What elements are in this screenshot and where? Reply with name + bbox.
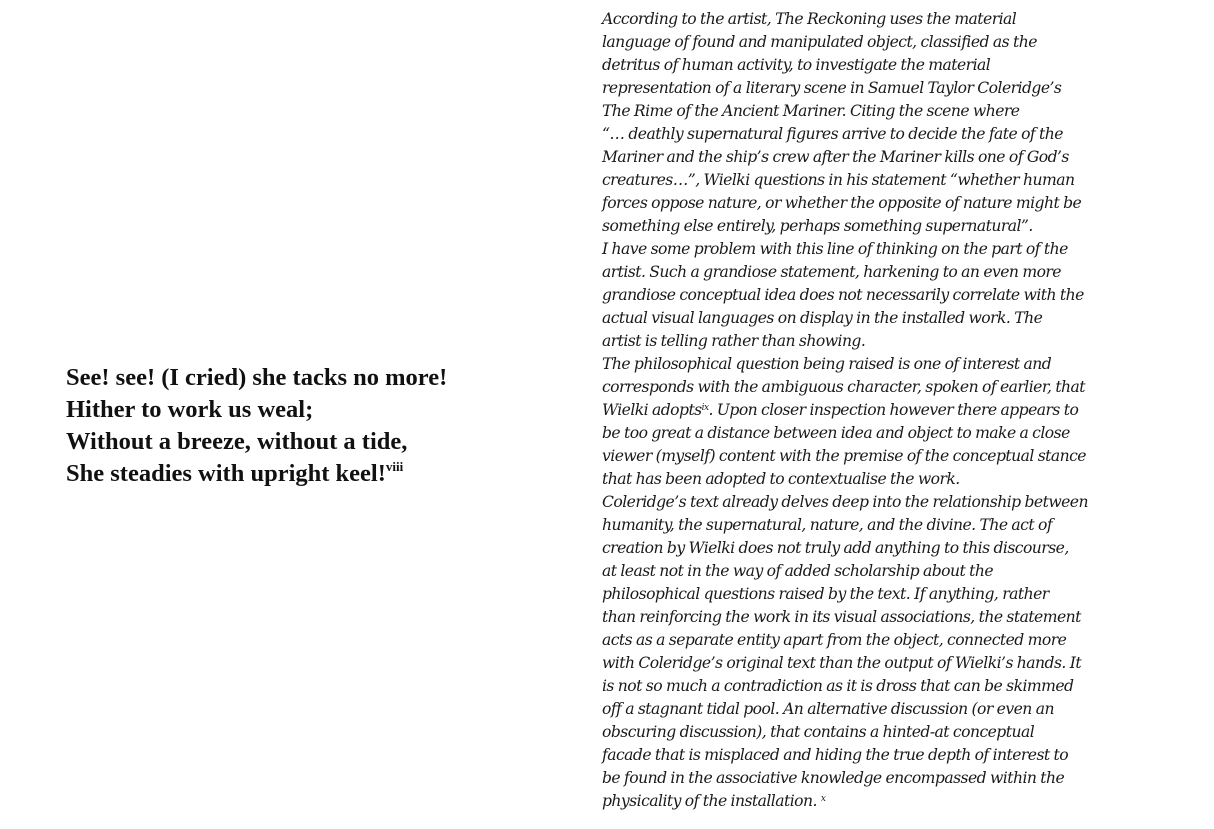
essay-line: The philosophical question being raised is one of interest and	[602, 355, 1052, 373]
essay-line: philosophical questions raised by the text. If anything, rather	[602, 585, 1049, 603]
poem-line: Hither to work us weal;	[66, 396, 314, 423]
essay-line: that has been adopted to contextualise the work.	[602, 470, 960, 488]
essay-body	[602, 8, 1202, 813]
essay-line: Coleridge’s text already delves deep into the relationship between	[602, 493, 1088, 511]
essay-line: humanity, the supernatural, nature, and the divine. The act of	[602, 516, 1053, 534]
essay-line: at least not in the way of added scholarship about the	[602, 562, 993, 580]
essay-line: “… deathly supernatural figures arrive to decide the fate of the	[602, 125, 1063, 143]
essay-line: detritus of human activity, to investigate the material	[602, 56, 991, 74]
essay-line: creation by Wielki does not truly add anything to this discourse,	[602, 539, 1069, 557]
essay-line: language of found and manipulated object, classified as the	[602, 33, 1037, 51]
footnote-marker-x: x	[820, 794, 826, 804]
essay-line: The Rime of the Ancient Mariner. Citing the scene where	[602, 102, 1020, 120]
essay-line: grandiose conceptual idea does not necessarily correlate with the	[602, 286, 1084, 304]
essay-line: viewer (myself) content with the premise of the conceptual stance	[602, 447, 1086, 465]
essay-line-text: physicality of the installation.	[602, 792, 817, 810]
poem-quotation	[66, 362, 536, 490]
essay-line: forces oppose nature, or whether the opposite of nature might be	[602, 194, 1082, 212]
essay-line: be too great a distance between idea and object to make a close	[602, 424, 1070, 442]
essay-line: creatures…”, Wielki questions in his statement “whether human	[602, 171, 1075, 189]
footnote-marker-ix: ix	[701, 403, 709, 413]
essay-line: According to the artist, The Reckoning uses the material	[602, 10, 1017, 28]
essay-line: be found in the associative knowledge encompassed within the	[602, 769, 1065, 787]
essay-line: something else entirely, perhaps something supernatural”.	[602, 217, 1033, 235]
essay-line-text: Wielki adopts	[602, 401, 702, 419]
essay-line: actual visual languages on display in the installed work. The	[602, 309, 1043, 327]
poem-line-last	[66, 458, 536, 490]
essay-line: representation of a literary scene in Samuel Taylor Coleridge’s	[602, 79, 1062, 97]
poem-line: See! see! (I cried) she tacks no more!	[66, 364, 448, 391]
essay-line: with Coleridge’s original text than the output of Wielki’s hands. It	[602, 654, 1082, 672]
essay-line: Mariner and the ship’s crew after the Mariner kills one of God’s	[602, 148, 1069, 166]
essay-line: artist is telling rather than showing.	[602, 332, 866, 350]
essay-line: obscuring discussion), that contains a hinted-at conceptual	[602, 723, 1035, 741]
essay-line-last	[602, 790, 1202, 813]
essay-line: is not so much a contradiction as it is dross that can be skimmed	[602, 677, 1074, 695]
essay-line: corresponds with the ambiguous character, spoken of earlier, that	[602, 378, 1086, 396]
footnote-marker-viii: viii	[385, 459, 404, 474]
essay-line: facade that is misplaced and hiding the true depth of interest to	[602, 746, 1069, 764]
essay-line-text: . Upon closer inspection however there appears to	[708, 401, 1079, 419]
essay-line: I have some problem with this line of thinking on the part of the	[602, 240, 1068, 258]
essay-line: off a stagnant tidal pool. An alternative discussion (or even an	[602, 700, 1054, 718]
poem-line-text: She steadies with upright keel!	[66, 460, 386, 487]
poem-line: Without a breeze, without a tide,	[66, 428, 408, 455]
essay-line: than reinforcing the work in its visual associations, the statement	[602, 608, 1081, 626]
essay-line-with-footnote	[602, 399, 1202, 422]
essay-line: acts as a separate entity apart from the object, connected more	[602, 631, 1067, 649]
essay-line: artist. Such a grandiose statement, harkening to an even more	[602, 263, 1061, 281]
